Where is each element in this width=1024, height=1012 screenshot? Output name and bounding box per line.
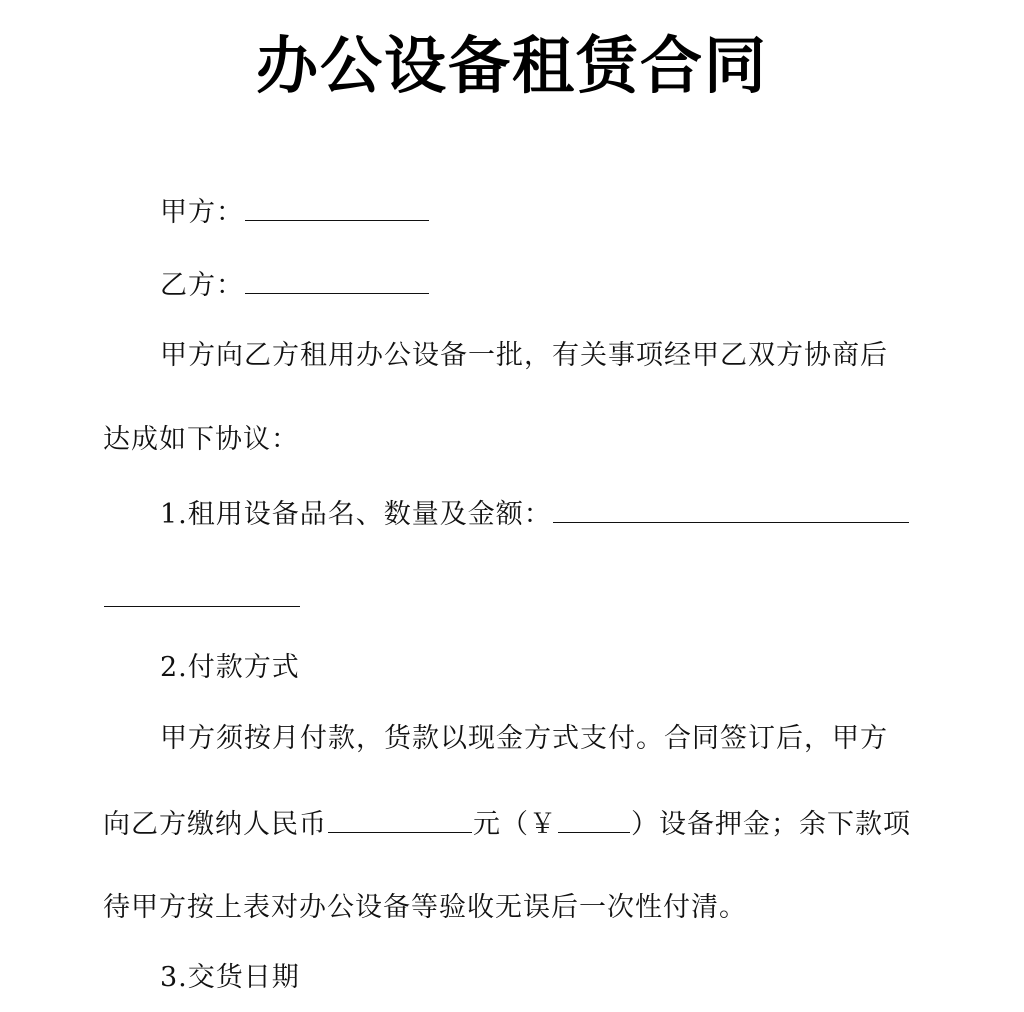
document-title: 办公设备租赁合同 [255, 29, 768, 102]
item-1-label: 1.租用设备品名、数量及金额： [160, 499, 552, 530]
party-a-line [160, 194, 430, 231]
party-b-label: 乙方： [160, 270, 244, 301]
party-b-line [160, 267, 430, 304]
party-a-label: 甲方： [160, 197, 244, 228]
yuan-amount-blank[interactable] [558, 806, 630, 833]
party-b-blank[interactable] [245, 267, 429, 294]
item-1-continuation [103, 580, 301, 617]
item-1-line [160, 496, 910, 533]
payment-text-c: ）设备押金；余下款项 [631, 809, 911, 840]
intro-line-1: 甲方向乙方租用办公设备一批，有关事项经甲乙双方协商后 [160, 340, 888, 371]
payment-text-b: 元（￥ [473, 809, 557, 840]
item-3-heading: 3.交货日期 [160, 962, 300, 993]
payment-text-a: 向乙方缴纳人民币 [103, 809, 327, 840]
party-a-blank[interactable] [245, 194, 429, 221]
rmb-amount-blank[interactable] [328, 806, 472, 833]
intro-line-2: 达成如下协议： [103, 424, 299, 455]
item-1-blank[interactable] [553, 496, 909, 523]
item-2-heading: 2.付款方式 [160, 652, 300, 683]
item-1-continuation-blank[interactable] [104, 580, 300, 607]
payment-line-1: 甲方须按月付款，货款以现金方式支付。合同签订后，甲方 [160, 723, 888, 754]
payment-line-2 [103, 806, 911, 843]
payment-line-3: 待甲方按上表对办公设备等验收无误后一次性付清。 [103, 892, 747, 923]
